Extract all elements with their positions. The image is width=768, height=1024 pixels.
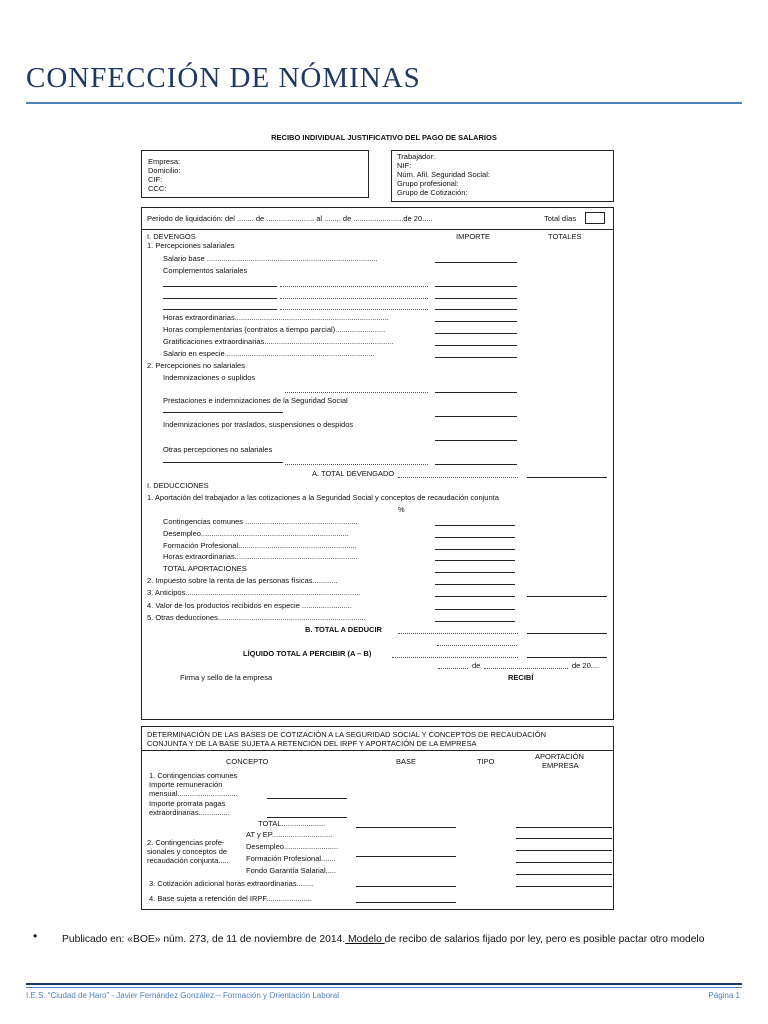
desempleo-base: Desempleo.......................... [246, 842, 339, 851]
gratificaciones-importe[interactable] [435, 345, 517, 346]
bases-heading-2: CONJUNTA Y DE LA BASE SUJETA A RETENCIÓN DEL IRPF Y APORTACIÓN DE LA EMPRESA [147, 739, 477, 748]
footer-author: I.E.S. “Ciudad de Haro” - Javier Fernández González – Formación y Orientación Laboral [26, 991, 340, 1000]
periodo-label: Periodo de liquidación: del ........ de ....................... al ........ de ........................de 20..... [147, 214, 433, 223]
footer-rule [26, 983, 742, 985]
total-dias-label: Total días [544, 214, 577, 223]
complemento-dots-2 [280, 298, 428, 299]
contingencias-comunes: Contingencias comunes ...................................................... [163, 517, 358, 526]
valor-especie: 4. Valor de los productos recibidos en especie ........................ [147, 601, 352, 610]
percent-label: % [398, 505, 405, 514]
salario-base: Salario base .................................................................................. [163, 254, 378, 263]
salario-base-importe[interactable] [435, 262, 517, 263]
bases-header-divider [142, 750, 613, 751]
liquido-total-label: LÍQUIDO TOTAL A PERCIBIR (A – B) [243, 649, 372, 658]
horas-complementarias: Horas complementarias (contratos a tiempo parcial)........................ [163, 325, 386, 334]
contingencias-profesionales-base[interactable] [356, 856, 456, 857]
indemnizaciones-importe[interactable] [435, 392, 517, 393]
liquido-total-field[interactable] [527, 657, 607, 658]
bullet-icon: • [33, 929, 38, 943]
col-aportacion-1: APORTACIÓN [535, 752, 584, 761]
total-aportaciones: TOTAL APORTACIONES [163, 564, 247, 573]
contingencias-comunes-base: 1. Contingencias comunes [149, 771, 238, 780]
especie-importe[interactable] [435, 357, 517, 358]
cotizacion-adicional: 3. Cotización adicional horas extraordinarias........ [149, 879, 314, 888]
otras-percepciones-importe[interactable] [435, 464, 517, 465]
col-totales: TOTALES [548, 232, 582, 241]
horas-extra-deduccion-importe[interactable] [435, 560, 515, 561]
desempleo: Desempleo....................................................................... [163, 529, 349, 538]
contingencias-importe[interactable] [435, 525, 515, 526]
contingencias-profesionales-3: recaudación conjunta..... [147, 856, 229, 865]
gratificaciones: Gratificaciones extraordinarias.............................................................. [163, 337, 394, 346]
periodo-divider [142, 229, 613, 230]
formacion-profesional: Formación Profesional......................................................... [163, 541, 357, 550]
complemento-dots-1 [280, 286, 428, 287]
complementos-salariales: Complementos salariales [163, 266, 248, 275]
anticipos-importe[interactable] [435, 596, 515, 597]
prorrata-field[interactable] [267, 817, 347, 818]
col-aportacion-2: EMPRESA [542, 761, 579, 770]
total-aportacion-field[interactable] [516, 827, 612, 828]
total-devengado-dots [398, 477, 518, 478]
company-empresa: Empresa: [148, 157, 181, 166]
complemento-importe-3[interactable] [435, 309, 517, 310]
footer-rule-thin [26, 987, 742, 988]
irpf-deduccion: 2. Impuesto sobre la renta de las personas físicas............ [147, 576, 338, 585]
modelo-link[interactable]: Modelo [345, 934, 385, 945]
col-concepto: CONCEPTO [226, 757, 269, 766]
deducciones-heading: I. DEDUCCIONES [147, 481, 209, 490]
desempleo-aportacion[interactable] [516, 850, 612, 851]
complemento-importe-2[interactable] [435, 298, 517, 299]
worker-trabajador: Trabajador: [397, 152, 436, 161]
formacion-base: Formación Profesional....... [246, 854, 336, 863]
otras-percepciones-dots [285, 464, 428, 465]
importe-remuneracion-1: Importe remuneración [149, 780, 223, 789]
prestaciones-seguridad-social: Prestaciones e indemnizaciones de la Seguridad Social [163, 396, 348, 405]
liquido-dots-above [437, 645, 517, 646]
prorrata-2: extraordinarias............... [149, 808, 230, 817]
bases-heading-1: DETERMINACIÓN DE LAS BASES DE COTIZACIÓN A LA SEGURIDAD SOCIAL Y CONCEPTOS DE RECAUDACIÓN [147, 730, 546, 739]
at-ep: AT y EP............................. [246, 830, 333, 839]
col-importe: IMPORTE [456, 232, 491, 241]
horas-extra-importe[interactable] [435, 321, 517, 322]
horas-compl-importe[interactable] [435, 333, 517, 334]
percepciones-salariales: 1. Percepciones salariales [147, 241, 235, 250]
prestaciones-line[interactable] [163, 412, 283, 413]
title-rule [26, 102, 742, 104]
worker-cotizacion: Grupo de Cotización: [397, 188, 468, 197]
traslados-importe[interactable] [435, 440, 517, 441]
total-aportaciones-importe[interactable] [435, 572, 515, 573]
horas-extraordinarias: Horas extraordinarias.......................................................................... [163, 313, 389, 322]
fogasa-base: Fondo Garantía Salarial..... [246, 866, 337, 875]
total-deducir-field[interactable] [527, 633, 607, 634]
valor-especie-importe[interactable] [435, 609, 515, 610]
company-domicilio: Domicilio: [148, 166, 181, 175]
at-ep-aportacion[interactable] [516, 838, 612, 839]
complemento-line-2[interactable] [163, 298, 277, 299]
worker-afil: Núm. Afil. Seguridad Social: [397, 170, 490, 179]
fogasa-aportacion[interactable] [516, 874, 612, 875]
total-dias-field[interactable] [585, 212, 605, 224]
prorrata-1: Importe prorrata pagas [149, 799, 226, 808]
indemnizaciones-suplidos: Indemnizaciones o suplidos [163, 373, 256, 382]
publication-rest: de recibo de salarios fijado por ley, pero es posible pactar otro modelo [384, 934, 705, 945]
formacion-importe[interactable] [435, 549, 515, 550]
importe-remuneracion-2: mensual............................. [149, 789, 238, 798]
prestaciones-importe[interactable] [435, 416, 517, 417]
contingencias-profesionales-2: sionales y conceptos de [147, 847, 228, 856]
contingencias-profesionales-1: 2. Contingencias profe- [147, 838, 225, 847]
formacion-aportacion[interactable] [516, 862, 612, 863]
complemento-line-3[interactable] [163, 309, 277, 310]
otras-percepciones-line[interactable] [163, 462, 283, 463]
col-tipo: TIPO [477, 757, 495, 766]
irpf-importe[interactable] [435, 584, 515, 585]
publication-note [62, 932, 742, 947]
aportacion-trabajador: 1. Aportación del trabajador a las cotizaciones a la Seguridad Social y conceptos de recaudación conjunta [147, 493, 499, 502]
page-title: CONFECCIÓN DE NÓMINAS [26, 62, 421, 94]
publication-source: Publicado en: «BOE» núm. 273, de 11 de noviembre de 2014. [62, 934, 346, 945]
anticipos: 3. Anticipos.................................................................................... [147, 588, 361, 597]
firma-sello-label: Firma y sello de la empresa [180, 673, 273, 682]
fecha-dia-dots [438, 668, 468, 669]
otras-deducciones: 5. Otras deducciones....................................................................... [147, 613, 366, 622]
complemento-dots-3 [280, 309, 428, 310]
total-deducir-dots [398, 633, 518, 634]
fecha-de-label: de [472, 661, 481, 670]
col-base: BASE [396, 757, 417, 766]
complemento-importe-1[interactable] [435, 286, 517, 287]
remuneracion-field[interactable] [267, 798, 347, 799]
cotizacion-adicional-base[interactable] [356, 886, 456, 887]
salario-especie: Salario en especie........................................................................ [163, 349, 375, 358]
indemnizaciones-dots [285, 392, 428, 393]
otras-deducciones-importe[interactable] [435, 621, 515, 622]
worker-grupo: Grupo profesional: [397, 179, 459, 188]
desempleo-importe[interactable] [435, 537, 515, 538]
receipt-title: RECIBO INDIVIDUAL JUSTIFICATIVO DEL PAGO DE SALARIOS [271, 133, 497, 142]
company-cif: CIF: [148, 175, 163, 184]
devengos-heading: I. DEVENGOS [147, 232, 196, 241]
base-irpf-field[interactable] [356, 902, 456, 903]
liquido-dots [392, 657, 518, 658]
fecha-mes-dots [484, 668, 568, 669]
total-base-field[interactable] [356, 827, 456, 828]
base-irpf: 4. Base sujeta a retención del IRPF...................... [149, 894, 312, 903]
total-devengado-label: A. TOTAL DEVENGADO [312, 469, 395, 478]
total-bases: TOTAL..................... [258, 819, 326, 828]
percepciones-no-salariales: 2. Percepciones no salariales [147, 361, 245, 370]
otras-percepciones: Otras percepciones no salariales [163, 445, 273, 454]
fecha-anio-label: de 20.... [572, 661, 600, 670]
company-ccc: CCC: [148, 184, 167, 193]
horas-extra-deduccion: Horas extraordinarias........................................................... [163, 552, 358, 561]
total-deducir-label: B. TOTAL A DEDUCIR [305, 625, 382, 634]
indemnizaciones-traslados: Indemnizaciones por traslados, suspensiones o despidos [163, 420, 354, 429]
total-devengado-field[interactable] [527, 477, 607, 478]
anticipos-total[interactable] [527, 596, 607, 597]
cotizacion-adicional-aportacion[interactable] [516, 886, 612, 887]
page-number: Página 1 [708, 991, 740, 1000]
recibi-label: RECIBÍ [508, 673, 534, 682]
complemento-line-1[interactable] [163, 286, 277, 287]
worker-nif: NIF: [397, 161, 412, 170]
